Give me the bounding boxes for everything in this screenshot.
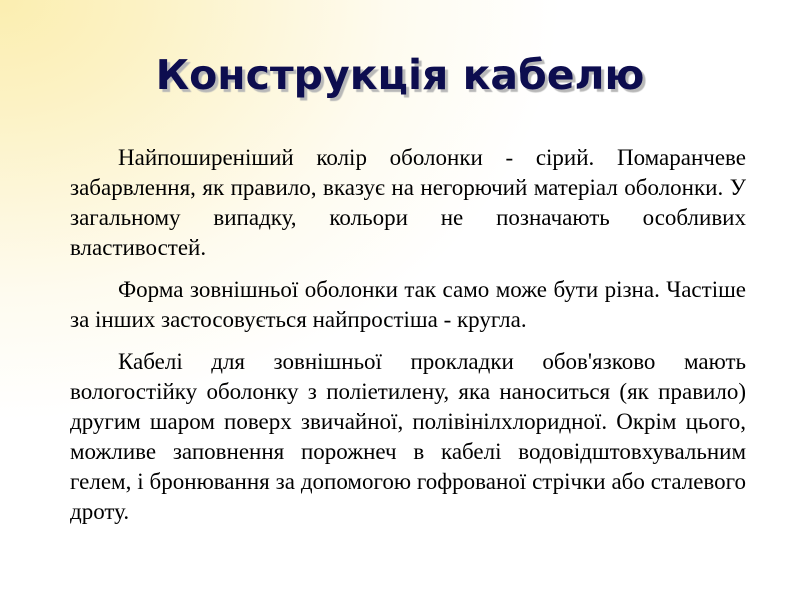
- slide-body: [70, 143, 746, 539]
- slide-title: Конструкція кабелю: [155, 51, 645, 99]
- paragraph-outdoor-cables: Кабелі для зовнішньої прокладки обов'язково мають вологостійку оболонку з поліетилену, яка наноситься (як правило) другим шаром поверх звичайної, полівінілхлоридної. Окрім цього, можливе заповнення порожнеч в кабелі водовідштовхувальним гелем, і бронювання за допомогою гофрованої стрічки або сталевого дроту.: [70, 349, 746, 524]
- paragraph-sheath-color: Найпоширеніший колір оболонки - сірий. Помаранчеве забарвлення, як правило, вказує на негорючий матеріал оболонки. У загальному випадку, кольори не позначають особливих властивостей.: [70, 145, 746, 260]
- paragraph-sheath-shape: Форма зовнішньої оболонки так само може бути різна. Частіше за інших застосовується найпростіша - кругла.: [70, 277, 746, 332]
